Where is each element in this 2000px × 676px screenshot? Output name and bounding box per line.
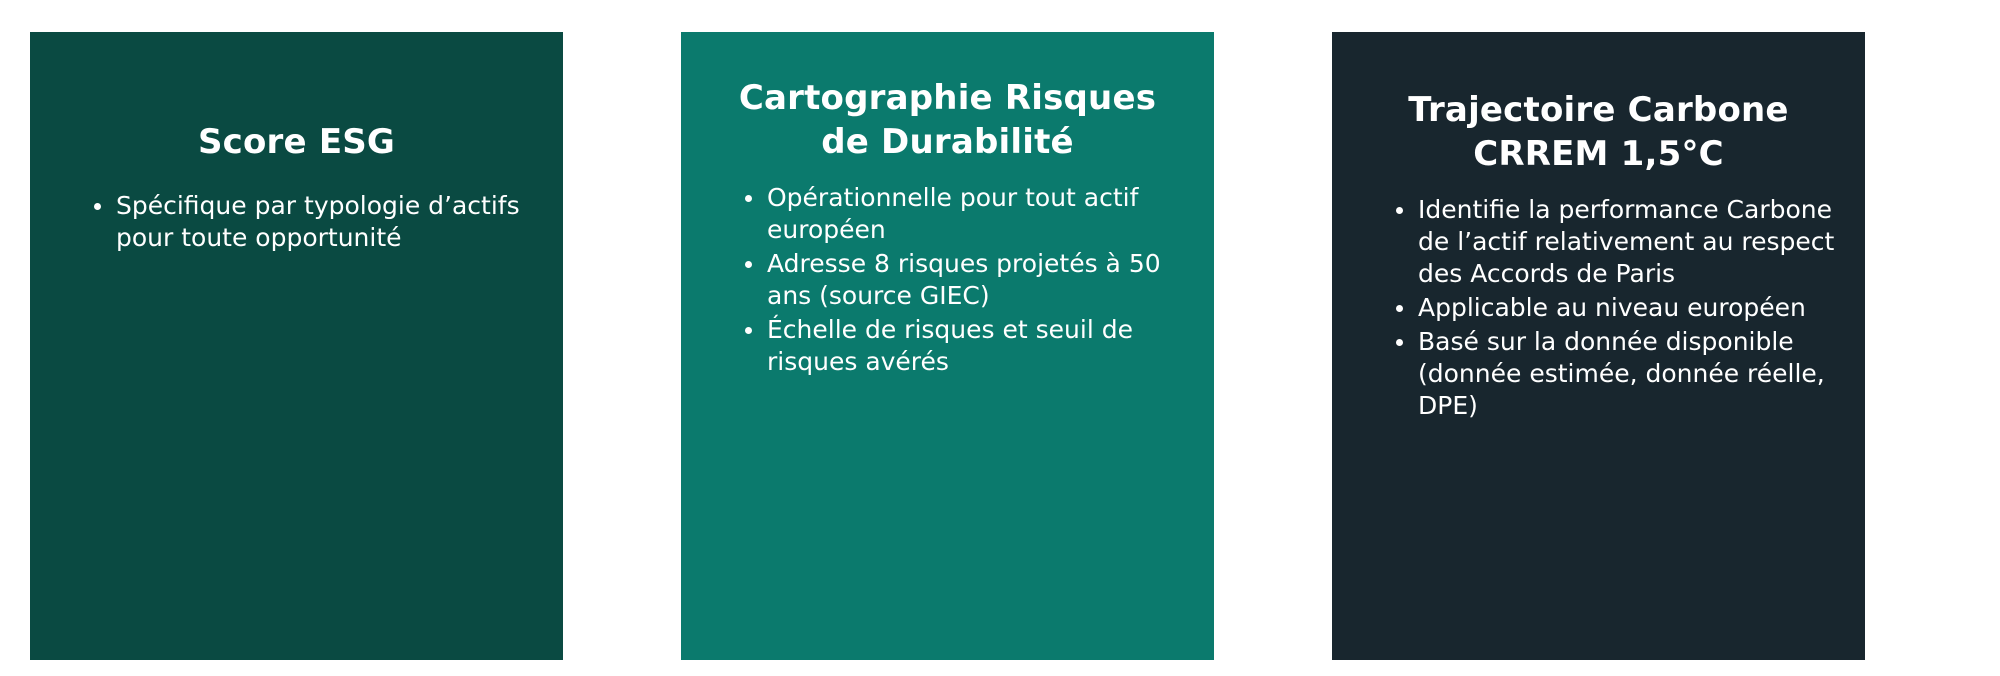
list-item: Spécifique par typologie d’actifs pour toute opportunité bbox=[94, 190, 533, 254]
list-item: Basé sur la donnée disponible (donnée estimée, donnée réelle, DPE) bbox=[1396, 326, 1835, 422]
card-cartographie-risques bbox=[681, 32, 1214, 660]
card-title: Score ESG bbox=[197, 122, 396, 162]
card-bullet-list bbox=[711, 182, 1184, 378]
list-item: Identifie la performance Carbone de l’actif relativement au respect des Accords de Paris bbox=[1396, 194, 1835, 290]
list-item: Adresse 8 risques projetés à 50 ans (source GIEC) bbox=[745, 248, 1184, 312]
card-bullet-list bbox=[60, 190, 533, 254]
list-item: Applicable au niveau européen bbox=[1396, 292, 1835, 324]
card-title: Cartographie Risques de Durabilité bbox=[738, 78, 1157, 163]
card-trajectoire-carbone bbox=[1332, 32, 1865, 660]
list-item: Opérationnelle pour tout actif européen bbox=[745, 182, 1184, 246]
card-bullet-list bbox=[1362, 194, 1835, 422]
card-score-esg bbox=[30, 32, 563, 660]
list-item: Échelle de risques et seuil de risques avérés bbox=[745, 314, 1184, 378]
card-title: Trajectoire Carbone CRREM 1,5°C bbox=[1408, 90, 1789, 175]
